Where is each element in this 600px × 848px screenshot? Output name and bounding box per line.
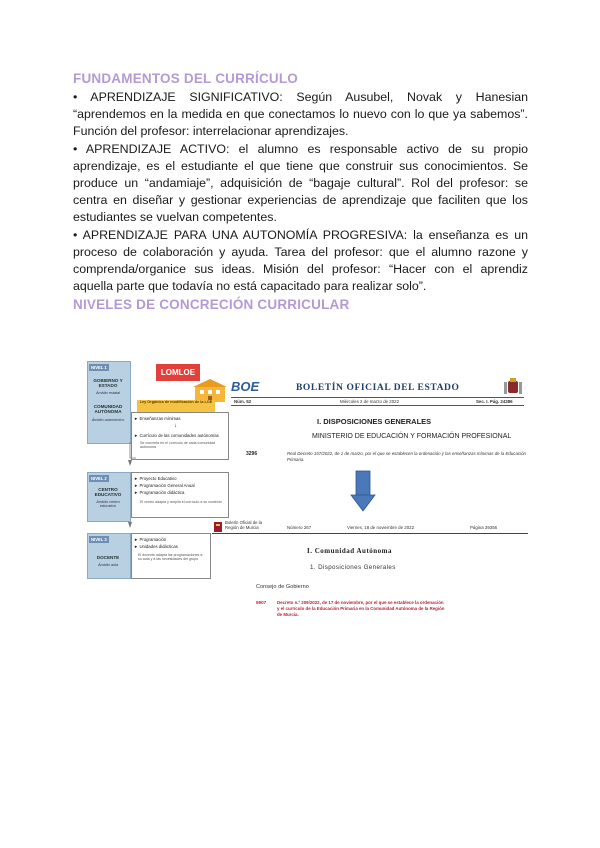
level-3-item-1: ► Programación <box>134 537 167 542</box>
spain-coat-of-arms-icon <box>503 377 523 397</box>
borm-decree: Decreto n.º 209/2022, de 17 de noviembre, por el que se establece la ordenación y el currículo de la Educación Primaria en la Comunidad Autónoma de la Región de Murcia. <box>277 600 445 617</box>
level-2-item-1: ► Proyecto Educativo <box>134 476 177 481</box>
boe-decree: Real Decreto 157/2022, de 1 de marzo, por el que se establecen la ordenación y las enseñanzas mínimas de la Educación Primaria. <box>287 451 526 462</box>
bullet-autonomia: • APRENDIZAJE PARA UNA AUTONOMÍA PROGRESIVA: la enseñanza es un proceso de colaboración y ayuda. Tarea del profesor: que el alumno razone y comprenda/organice sus ideas. Misión del profesor: “Hacer con el aprendiz aquella parte que todavía no está capacitado para realizar solo”. <box>73 227 528 294</box>
level-1-sub2: Ámbito autonómico <box>91 418 125 422</box>
boe-logo: BOE <box>231 379 260 394</box>
boe-section: I. DISPOSICIONES GENERALES <box>317 417 432 426</box>
bullet-significativo: • APRENDIZAJE SIGNIFICATIVO: Según Ausubel, Novak y Hanesian “aprendemos en la medida en que conectamos lo nuevo con lo que ya sabemos”. Función del profesor: interrelacionar aprendizajes. <box>73 90 528 139</box>
level-3-item-2: ► Unidades didácticas <box>134 544 178 549</box>
level-1-item-2: ► Currículo de las comunidades autónomas <box>134 433 219 438</box>
borm-page: Página 39356 <box>470 525 498 530</box>
law-caption: Ley Orgánica de modificación de la LOE <box>137 400 215 412</box>
section-title-niveles: NIVELES DE CONCRECIÓN CURRICULAR <box>73 297 350 312</box>
level-1-box <box>87 361 131 444</box>
boe-num: Núm. 52 <box>234 399 252 404</box>
level-1-name2: COMUNIDAD AUTÓNOMA <box>93 404 123 414</box>
arrow-down-icon <box>350 470 376 512</box>
borm-num: Número 267 <box>287 525 312 530</box>
boe-divider-2 <box>231 405 524 406</box>
boe-ministry: MINISTERIO DE EDUCACIÓN Y FORMACIÓN PROFESIONAL <box>312 433 512 440</box>
level-2-name: CENTRO EDUCATIVO <box>94 487 122 497</box>
bullet-activo: • APRENDIZAJE ACTIVO: el alumno es responsable activo de su propio aprendizaje, es el estudiante el que tiene que construir sus conocimientos. Se produce un “andamiaje”, adquisición de “bagaje cultural”. Rol del profesor: se centra en diseñar y gestionar experiencias de aprendizaje que faciliten que los estudiantes se vuelvan competentes. <box>73 141 528 225</box>
borm-date: Viernes, 18 de noviembre de 2022 <box>347 525 415 530</box>
body-text-fundamentos <box>73 89 528 295</box>
level-3-tag: NIVEL 3 <box>91 537 107 542</box>
borm-logo: Boletín Oficial de la Región de Murcia <box>225 520 263 530</box>
level-2-item-3: ► Programación didáctica <box>134 490 185 495</box>
borm-ref: 5907 <box>256 600 267 605</box>
level-3-sub: Ámbito aula <box>97 563 119 567</box>
murcia-emblem-icon <box>213 521 223 533</box>
level-3-name: DOCENTE <box>96 555 120 560</box>
level-2-item-2: ► Programación General Anual <box>134 483 195 488</box>
level-1-tag: NIVEL 1 <box>91 365 107 370</box>
borm-section: 1. Disposiciones Generales <box>310 564 396 571</box>
borm-divider <box>212 533 528 534</box>
level-1-item-1: ► Enseñanzas mínimas <box>134 416 181 421</box>
boe-sec: Sec. I. Pág. 24386 <box>476 399 513 404</box>
borm-title: I. Comunidad Autónoma <box>307 547 392 555</box>
arrow-down-small: ↓ <box>174 423 177 429</box>
level-3-note: El docente adapta las programaciones a su aula y a las necesidades del grupo <box>138 553 203 562</box>
boe-header: BOLETÍN OFICIAL DEL ESTADO <box>296 383 460 393</box>
level-1-sub: Ámbito estatal <box>95 391 121 395</box>
borm-council: Consejo de Gobierno <box>256 584 309 590</box>
lomloe-badge: LOMLOE <box>156 364 200 381</box>
level-1-note: Se concreta en el currículo de cada comunidad autónoma <box>140 441 216 450</box>
boe-ref: 3296 <box>246 451 258 457</box>
level-1-name: GOBIERNO Y ESTADO <box>93 378 123 388</box>
level-2-tag: NIVEL 2 <box>91 476 107 481</box>
level-2-note: El centro adapta y amplía el currículo a su contexto <box>140 500 222 504</box>
boe-divider <box>231 397 524 398</box>
section-title-fundamentos: FUNDAMENTOS DEL CURRÍCULO <box>73 71 299 86</box>
boe-date: Miércoles 2 de marzo de 2022 <box>340 399 400 404</box>
level-2-sub: Ámbito centro educativo <box>96 500 120 508</box>
